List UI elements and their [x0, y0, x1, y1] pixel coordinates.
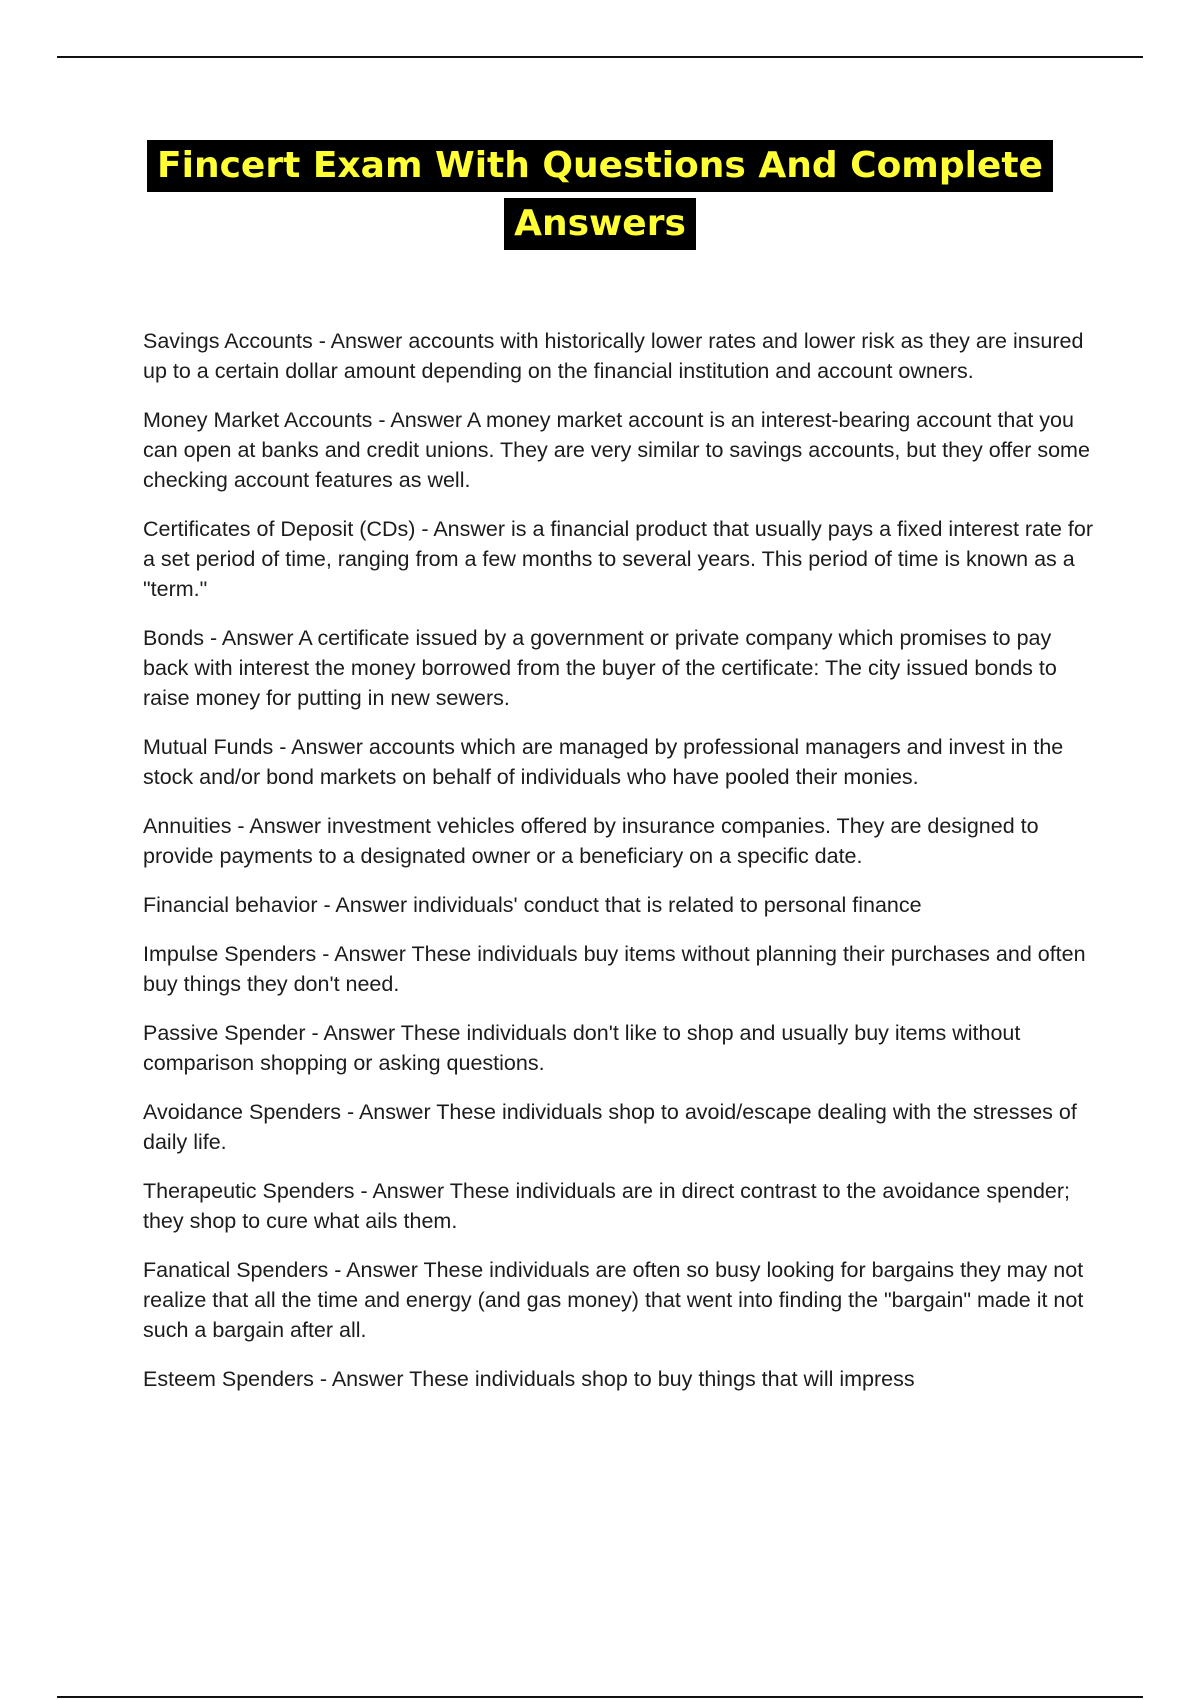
separator: - Answer: [313, 1367, 410, 1391]
answer: A certificate issued by a government or private company which promises to pay back with interest the money borrowed from the buyer of the certificate: The city issued bonds to raise money for putting in new sewers.: [143, 626, 1057, 710]
term: Therapeutic Spenders: [143, 1179, 355, 1203]
answer: These individuals buy items without planning their purchases and often buy things they don't need.: [143, 942, 1086, 996]
list-item: [143, 1176, 1093, 1236]
answer: These individuals shop to avoid/escape dealing with the stresses of daily life.: [143, 1100, 1077, 1154]
list-item: [143, 1255, 1093, 1345]
list-item: [143, 326, 1093, 386]
separator: - Answer: [354, 1179, 450, 1203]
term: Fanatical Spenders: [143, 1258, 329, 1282]
answer: A money market account is an interest-bearing account that you can open at banks and credit unions. They are very similar to savings accounts, but they offer some checking account features as well.: [143, 408, 1090, 492]
top-divider: [57, 56, 1143, 58]
term: Annuities: [143, 814, 232, 838]
answer: individuals' conduct that is related to personal finance: [413, 893, 922, 917]
list-item: [143, 811, 1093, 871]
answer: accounts with historically lower rates and lower risk as they are insured up to a certain dollar amount depending on the financial institution and account owners.: [143, 329, 1084, 383]
separator: - Answer: [372, 408, 467, 432]
separator: - Answer: [231, 814, 328, 838]
answer: These individuals are in direct contrast to the avoidance spender; they shop to cure what ails them.: [143, 1179, 1071, 1233]
qa-list: [143, 326, 1093, 1413]
term: Mutual Funds: [143, 735, 274, 759]
list-item: [143, 1018, 1093, 1078]
term: Savings Accounts: [143, 329, 313, 353]
list-item: [143, 732, 1093, 792]
list-item: [143, 405, 1093, 495]
answer: These individuals are often so busy looking for bargains they may not realize that all the time and energy (and gas money) that went into finding the "bargain" made it not such a bargain after all.: [143, 1258, 1084, 1342]
list-item: [143, 890, 1093, 920]
list-item: [143, 1364, 1093, 1394]
document-title: [0, 140, 1200, 256]
separator: - Answer: [341, 1100, 437, 1124]
answer: These individuals don't like to shop and usually buy items without comparison shopping or asking questions.: [143, 1021, 1021, 1075]
term: Financial behavior: [143, 893, 318, 917]
list-item: [143, 514, 1093, 604]
separator: - Answer: [316, 942, 412, 966]
term: Impulse Spenders: [143, 942, 317, 966]
separator: - Answer: [305, 1021, 401, 1045]
separator: - Answer: [328, 1258, 424, 1282]
term: Money Market Accounts: [143, 408, 373, 432]
bottom-divider: [57, 1696, 1143, 1698]
list-item: [143, 939, 1093, 999]
answer: investment vehicles offered by insurance companies. They are designed to provide payments to a designated owner or a beneficiary on a specific date.: [143, 814, 1039, 868]
list-item: [143, 623, 1093, 713]
separator: - Answer: [203, 626, 299, 650]
separator: - Answer: [317, 893, 414, 917]
title-line-1: Fincert Exam With Questions And Complete: [147, 140, 1053, 192]
answer: These individuals shop to buy things that will impress: [409, 1367, 915, 1391]
separator: - Answer: [415, 517, 511, 541]
term: Certificates of Deposit (CDs): [143, 517, 416, 541]
answer: is a financial product that usually pays a fixed interest rate for a set period of time, ranging from a few months to several years. This period of time is known as a "term.": [143, 517, 1094, 601]
term: Avoidance Spenders: [143, 1100, 342, 1124]
answer: accounts which are managed by professional managers and invest in the stock and/or bond markets on behalf of individuals who have pooled their monies.: [143, 735, 1064, 789]
term: Esteem Spenders: [143, 1367, 314, 1391]
list-item: [143, 1097, 1093, 1157]
separator: - Answer: [312, 329, 409, 353]
term: Bonds: [143, 626, 204, 650]
title-line-2: Answers: [504, 198, 696, 250]
separator: - Answer: [273, 735, 369, 759]
term: Passive Spender: [143, 1021, 306, 1045]
